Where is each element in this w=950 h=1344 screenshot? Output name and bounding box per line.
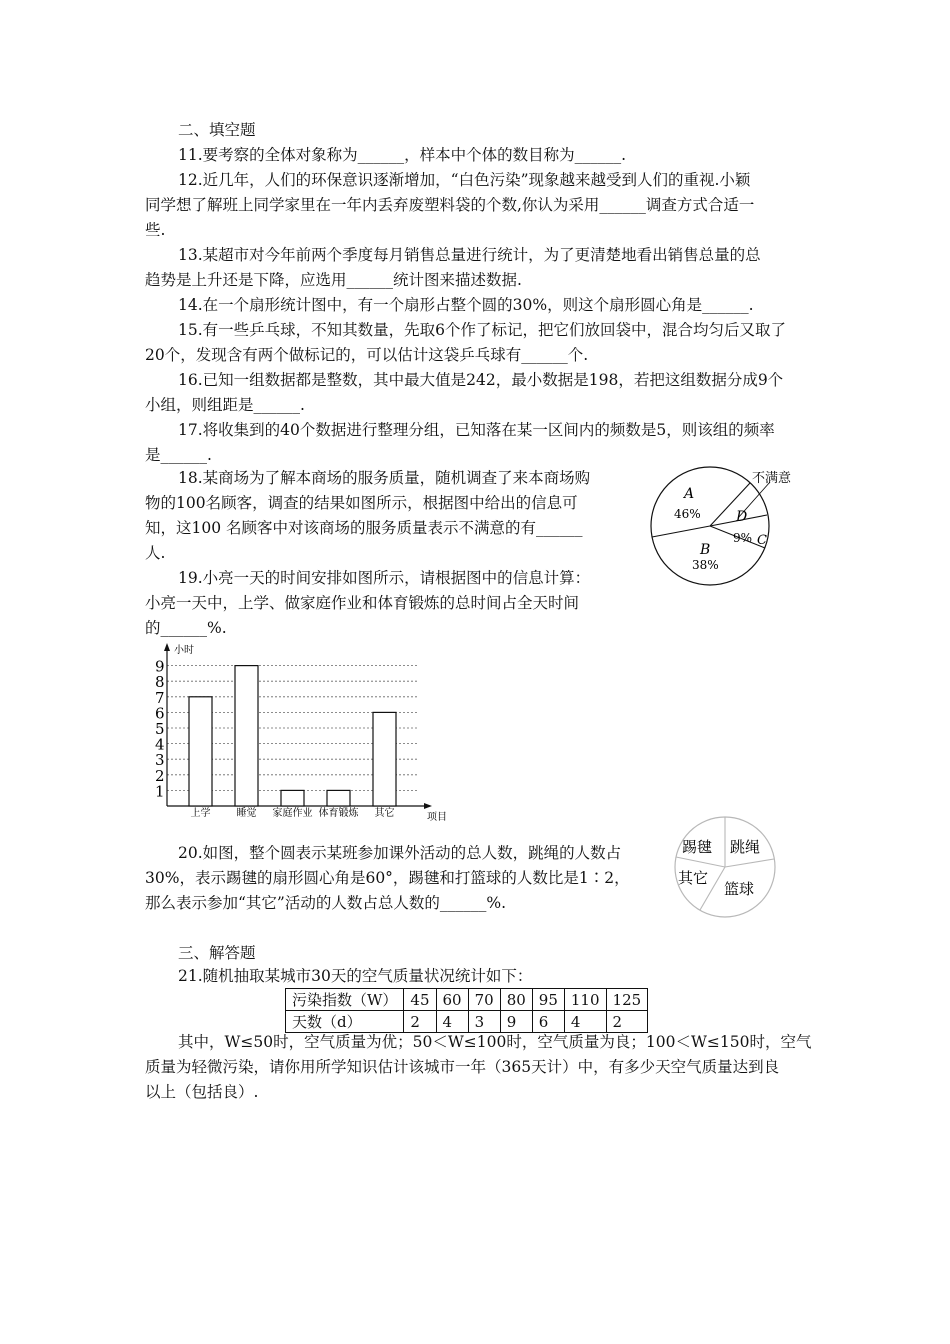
y-tick-label: 6 [155,704,165,723]
question-18-line-3: 知，这100 名顾客中对该商场的服务质量表示不满意的有______ [145,519,583,537]
question-18-line-2: 物的100名顾客，调查的结果如图所示，根据图中给出的信息可 [145,494,578,512]
table-cell: 4 [436,1011,468,1033]
y-tick-label: 8 [155,673,165,692]
question-20-line-2: 30%，表示踢毽的扇形圆心角是60°，踢毽和打篮球的人数比是1∶2， [145,869,630,887]
question-18-line-1: 18.某商场为了解本商场的服务质量，随机调查了来本商场购 [178,469,591,487]
bar [189,697,212,806]
question-20-line-1: 20.如图，整个圆表示某班参加课外活动的总人数，跳绳的人数占 [178,844,622,862]
x-tick-label: 其它 [374,808,395,819]
x-tick-label: 睡觉 [236,808,257,819]
question-18-line-4: 人. [145,544,166,562]
pie-label-b-pct: 38% [692,558,719,572]
question-17-line-2: 是______. [145,446,212,464]
x-tick-label: 家庭作业 [272,808,313,819]
bar [327,790,350,806]
table-cell: 4 [564,1011,606,1033]
x-axis-arrow [424,803,432,809]
question-12-line-1: 12.近几年，人们的环保意识逐渐增加，“白色污染”现象越来越受到人们的重视.小颖 [178,171,751,189]
table-cell: 80 [500,989,532,1011]
table-row [286,1011,648,1033]
pie-label-d: D [736,509,748,525]
table-cell: 6 [532,1011,564,1033]
x-tick-label: 体育锻炼 [318,808,359,819]
question-19-line-1: 19.小亮一天的时间安排如图所示，请根据图中的信息计算： [178,569,591,587]
table-header-cell: 污染指数（W） [286,989,404,1011]
bar [281,790,304,806]
bar [235,666,258,806]
question-16-line-1: 16.已知一组数据都是整数，其中最大值是242，最小数据是198，若把这组数据分成9个 [178,371,784,389]
table-cell: 110 [564,989,606,1011]
y-tick-label: 2 [155,766,165,785]
y-tick-label: 4 [155,735,165,754]
y-tick-label: 7 [155,688,165,707]
pie-label-c-pct: 9% [733,531,753,545]
y-tick-label: 3 [155,751,165,770]
question-12-line-3: 些. [145,221,166,239]
question-20-line-3: 那么表示参加“其它”活动的人数占总人数的______%. [145,894,507,912]
y-tick-label: 9 [155,657,165,676]
question-19-line-2: 小亮一天中，上学、做家庭作业和体育锻炼的总时间占全天时间 [145,594,580,612]
table-cell: 95 [532,989,564,1011]
table-cell: 9 [500,1011,532,1033]
question-14: 14.在一个扇形统计图中，有一个扇形占整个圆的30%，则这个扇形圆心角是______. [178,296,754,314]
bars [189,666,396,806]
bar [373,712,396,806]
y-tick-label: 1 [155,782,165,801]
y-axis-arrow [164,643,170,651]
pie2-divider-left [676,857,725,867]
pie-label-a-pct: 46% [674,507,701,521]
pie2-label-lanqiu: 篮球 [724,880,755,898]
satisfaction-pie-chart [640,462,810,592]
question-21-body-line-1: 其中，W≤50时，空气质量为优；50＜W≤100时，空气质量为良；100＜W≤150时，空气 [178,1033,812,1051]
x-axis-label: 项目 [427,812,447,823]
question-21-intro: 21.随机抽取某城市30天的空气质量状况统计如下： [178,967,533,985]
x-tick-label: 上学 [190,808,211,819]
pie-label-b: B [700,542,711,558]
question-12-line-2: 同学想了解班上同学家里在一年内丢弃废塑料袋的个数,你认为采用______调查方式合适一 [145,196,755,214]
question-15-line-1: 15.有一些乒乓球，不知其数量，先取6个作了标记，把它们放回袋中，混合均匀后又取了 [178,321,787,339]
table-header-cell: 天数（d） [286,1011,404,1033]
table-cell: 2 [404,1011,436,1033]
section-answer-title: 三、解答题 [178,944,256,962]
question-19-line-3: 的______%. [145,619,227,637]
pie2-divider-right [725,859,774,867]
pie-label-dissatisfied: 不满意 [752,471,792,486]
section-fill-in-title: 二、填空题 [178,121,256,139]
question-13-line-2: 趋势是上升还是下降，应选用______统计图来描述数据. [145,271,522,289]
pie2-label-tiaosheng: 跳绳 [730,838,761,856]
y-tick-labels [155,658,165,801]
table-cell: 125 [606,989,648,1011]
pie2-label-qita: 其它 [678,869,709,887]
x-tick-labels [191,806,395,819]
table-cell: 60 [436,989,468,1011]
table-cell: 2 [606,1011,648,1033]
y-tick-label: 5 [155,720,165,738]
pie2-label-tijian: 踢毽 [682,838,713,856]
question-17-line-1: 17.将收集到的40个数据进行整理分组，已知落在某一区间内的频数是5，则该组的频率 [178,421,775,439]
pie-label-c: C [757,533,767,548]
table-cell: 45 [404,989,436,1011]
pollution-table [285,988,648,1033]
question-11: 11.要考察的全体对象称为______，样本中个体的数目称为______. [178,146,627,164]
question-13-line-1: 13.某超市对今年前两个季度每月销售总量进行统计，为了更清楚地看出销售总量的总 [178,246,761,264]
question-16-line-2: 小组，则组距是______. [145,396,305,414]
table-cell: 3 [468,1011,500,1033]
pie-divider-ab [652,526,710,537]
table-cell: 70 [468,989,500,1011]
time-bar-chart [145,640,465,825]
y-axis-label: 小时 [174,645,194,656]
table-row [286,989,648,1011]
question-15-line-2: 20个，发现含有两个做标记的，可以估计这袋乒乓球有______个. [145,346,589,364]
activity-pie-chart [668,812,788,922]
question-21-body-line-3: 以上（包括良）. [145,1083,259,1101]
question-21-body-line-2: 质量为轻微污染，请你用所学知识估计该城市一年（365天计）中，有多少天空气质量达到良 [145,1058,780,1076]
pie-label-a: A [684,486,695,502]
